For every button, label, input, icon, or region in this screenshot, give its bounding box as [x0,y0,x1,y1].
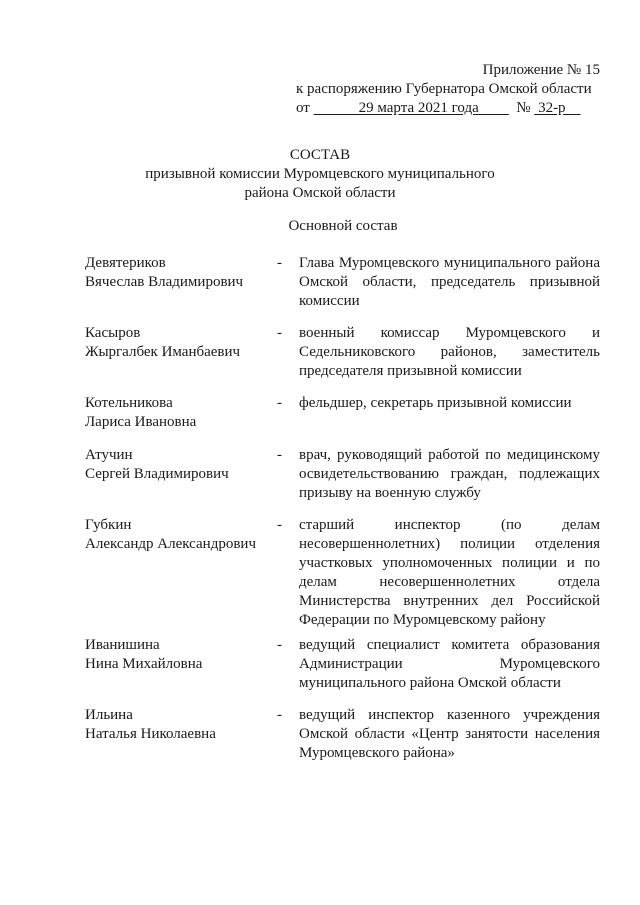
member-name [85,636,270,674]
member-surname: Ильина [85,707,133,723]
member-name [85,394,270,432]
member-name [85,324,270,362]
member-name [85,446,270,484]
member-dash: - [277,395,282,411]
member-surname: Губкин [85,517,132,533]
member-role: Глава Муромцевского муниципального района Омской области, председатель призывной комиссии [299,255,600,309]
member-surname: Котельникова [85,395,173,411]
member-given-name: Нина Михайловна [85,656,203,672]
member-given-name: Вячеслав Владимирович [85,274,244,290]
member-surname: Атучин [85,447,133,463]
member-role: военный комиссар Муромцевского и Седельниковского районов, заместитель председателя призывной комиссии [299,325,600,379]
document-title [0,146,640,203]
member-name [85,706,270,744]
member-dash: - [277,255,282,271]
member-dash: - [277,707,282,723]
order-date-number [296,99,600,118]
member-dash: - [277,517,282,533]
member-given-name: Александр Александрович [85,536,256,552]
section-label: Основной состав [288,218,398,234]
member-surname: Девятериков [85,255,166,271]
member-dash: - [277,637,282,653]
member-role: ведущий специалист комитета образования Администрации Муромцевского муниципального района Омской области [299,637,600,691]
member-name [85,516,270,554]
member-given-name: Наталья Николаевна [85,726,216,742]
order-number: 32-р [538,100,566,116]
member-dash: - [277,325,282,341]
member-surname: Иванишина [85,637,160,653]
member-given-name: Сергей Владимирович [85,466,229,482]
appendix-label: Приложение № 15 [482,62,600,78]
member-dash: - [277,447,282,463]
member-role: врач, руководящий работой по медицинскому освидетельствованию граждан, подлежащих призыву на военную службу [299,447,600,501]
appendix-reference [296,61,600,118]
member-surname: Касыров [85,325,141,341]
member-role: ведущий инспектор казенного учреждения Омской области «Центр занятости населения Муромцевского района» [299,707,600,761]
member-name [85,254,270,292]
number-prefix: № [516,100,531,116]
member-role: старший инспектор (по делам несовершеннолетних) полиции отделения участковых уполномоченных полиции и по делам несовершеннолетних отдела Министерства внутренних дел Российской Федерации по Муромцевскому району [299,517,600,628]
title-line-1: призывной комиссии Муромцевского муниципального [145,166,495,182]
member-given-name: Жыргалбек Иманбаевич [85,344,241,360]
order-reference: к распоряжению Губернатора Омской области [296,81,592,97]
title-line-2: района Омской области [244,185,396,201]
order-date: 29 марта 2021 года [358,100,479,116]
member-role: фельдшер, секретарь призывной комиссии [299,395,572,411]
title-heading: СОСТАВ [289,147,351,163]
date-prefix: от [296,100,310,116]
member-given-name: Лариса Ивановна [85,414,197,430]
